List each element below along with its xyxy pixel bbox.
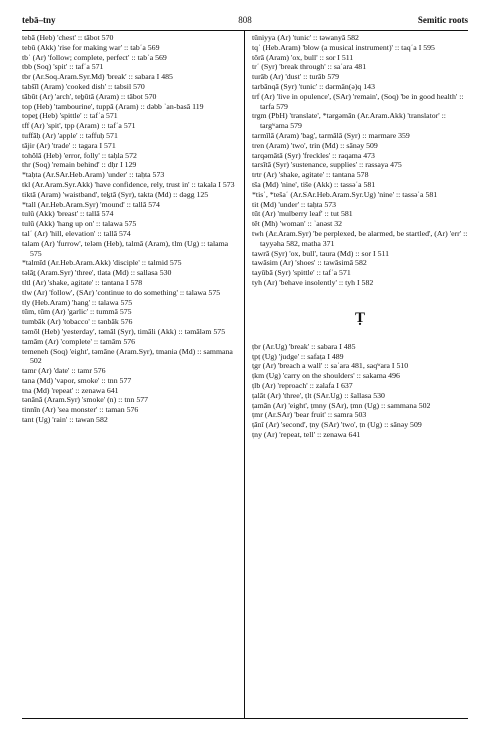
dictionary-entry: tyh (Ar) 'behave insolently' :: tyh I 582 bbox=[252, 277, 374, 287]
dictionary-entry: tawrā (Syr) 'ox, bull', taura (Md) :: sor I 511 bbox=[252, 248, 389, 258]
dictionary-entry: tbr (Ar.Soq.Aram.Syr.Md) 'break' :: sabara I 485 bbox=[22, 72, 173, 82]
dictionary-entry: trgm (PbH) 'translate', *targəmān (Ar.Aram.Akk) 'translator' :: targʷama 579 bbox=[252, 111, 448, 131]
dictionary-entry: tlw (Ar) 'follow', (SAr) 'continue to do something' :: talawa 575 bbox=[22, 287, 221, 297]
dictionary-entry: ṭny (Ar) 'repeat, tell' :: zenawa 641 bbox=[252, 429, 361, 439]
dictionary-entry: *taḥta (Ar.SAr.Heb.Aram) 'under' :: taḥta 573 bbox=[22, 170, 165, 180]
dictionary-entry: tohŏlā (Heb) 'error, folly' :: taḥla 572 bbox=[22, 150, 137, 160]
dictionary-entry: tqʿ (Heb.Aram) 'blow (a musical instrument)' :: taqʿa I 595 bbox=[252, 42, 435, 52]
dictionary-entry: thr (Soq) 'remain behind' :: dḥr I 129 bbox=[22, 160, 137, 170]
dictionary-entry: talam (Ar) 'furrow', teləm (Heb), talmā (Aram), tlm (Ug) :: talama 575 bbox=[22, 238, 231, 258]
dictionary-entry: tōrā (Aram) 'ox, bull' :: sor I 511 bbox=[252, 52, 354, 62]
dictionary-entry: tša (Md) 'nine', tiše (Akk) :: tassəʿa 581 bbox=[252, 179, 376, 189]
dictionary-entry: tebā (Heb) 'chest' :: tābot 570 bbox=[22, 33, 114, 42]
dictionary-entry: tbʿ (Ar) 'follow; complete, perfect' :: tabʿa 569 bbox=[22, 52, 167, 62]
dictionary-entry: tly (Heb.Aram) 'hang' :: talawa 575 bbox=[22, 297, 133, 307]
left-column bbox=[22, 33, 236, 425]
dictionary-entry: ṭbr (Ar.Ug) 'break' :: sabara I 485 bbox=[252, 341, 356, 351]
dictionary-entry: tarmīlā (Aram) 'bag', tarmālā (Syr) :: marmare 359 bbox=[252, 130, 410, 140]
dictionary-entry: ṭmr (Ar.SAr) 'bear fruit' :: samra 503 bbox=[252, 410, 367, 420]
entry-list-after-section bbox=[252, 342, 468, 440]
dictionary-entry: ṭlb (Ar) 'reproach' :: zalafa I 637 bbox=[252, 380, 353, 390]
dictionary-entry: temeneh (Soq) 'eight', təmāne (Aram.Syr), tmania (Md) :: sammana 502 bbox=[22, 346, 235, 366]
section-letter-heading: Ṭ bbox=[354, 309, 365, 326]
dictionary-entry: tājir (Ar) 'trade' :: tagara I 571 bbox=[22, 140, 116, 150]
dictionary-entry: trʿ (Syr) 'break through' :: saʿara 481 bbox=[252, 62, 367, 72]
dictionary-entry: tēt (Mh) 'woman' :: ʾanəst 32 bbox=[252, 219, 343, 229]
dictionary-entry: tarsītā (Syr) 'sustenance, supplies' :: rassaya 475 bbox=[252, 160, 402, 170]
dictionary-entry: *tisʿ, *tešaʿ (Ar.SAr.Heb.Aram.Syr.Ug) 'nine' :: tassəʿa 581 bbox=[252, 189, 438, 199]
dictionary-entry: tarqəmātā (Syr) 'freckles' :: raqama 473 bbox=[252, 150, 375, 160]
dictionary-entry: tamr (Ar) 'date' :: tamr 576 bbox=[22, 366, 106, 376]
dictionary-entry: tulû (Akk) 'breast' :: tallā 574 bbox=[22, 209, 114, 219]
dictionary-entry: tana (Md) 'vapor, smoke' :: tnn 577 bbox=[22, 375, 132, 385]
dictionary-entry: tamām (Ar) 'complete' :: tamām 576 bbox=[22, 336, 136, 346]
dictionary-entry: tarbānqā (Syr) 'tunic' :: dərmān(ə)q 143 bbox=[252, 81, 375, 91]
dictionary-entry: tff (Ar) 'spit', tpp (Aram) :: tafʿa 571 bbox=[22, 121, 136, 131]
dictionary-entry: tkl (Ar.Aram.Syr.Akk) 'have confidence, rely, trust in' :: takala I 573 bbox=[22, 179, 235, 189]
dictionary-entry: tiktā (Aram) 'waistband', teḵtā (Syr), takta (Md) :: dəgg 125 bbox=[22, 189, 209, 199]
dictionary-entry: talʿ (Ar) 'hill, elevation' :: tallā 574 bbox=[22, 228, 131, 238]
page-number: 808 bbox=[238, 15, 252, 25]
dictionary-entry: təmōl (Heb) 'yesterday', təmāl (Syr), timāli (Akk) :: təmāləm 575 bbox=[22, 326, 226, 336]
dictionary-entry: tinnīn (Ar) 'sea monster' :: taman 576 bbox=[22, 405, 139, 415]
dictionary-entry: tənānā (Aram.Syr) 'smoke' (n) :: tnn 577 bbox=[22, 395, 149, 405]
dictionary-entry: trf (Ar) 'live in opulence', (SAr) 'remain', (Soq) 'be in good health' :: tarfa 579 bbox=[252, 91, 466, 111]
dictionary-entry: trtr (Ar) 'shake, agitate' :: tantana 578 bbox=[252, 170, 369, 180]
entry-list-before-section bbox=[252, 33, 468, 288]
dictionary-entry: *talmīd (Ar.Heb.Aram.Akk) 'disciple' :: talmid 575 bbox=[22, 258, 182, 268]
dictionary-entry: twh (Ar.Aram.Syr) 'be perplexed, be alarmed, be startled', (Ar) 'err' :: tayyəha 582, matha 371 bbox=[252, 228, 470, 248]
running-head-right: Semitic roots bbox=[417, 15, 468, 25]
dictionary-entry: tit (Md) 'under' :: taḥta 573 bbox=[252, 199, 337, 209]
dictionary-entry: topeṯ (Heb) 'spittle' :: tafʿa 571 bbox=[22, 111, 118, 121]
dictionary-entry: təlāṯ (Aram.Syr) 'three', tlata (Md) :: sallasa 530 bbox=[22, 268, 172, 278]
dictionary-entry: tayūbā (Syr) 'spittle' :: tafʿa 571 bbox=[252, 268, 351, 278]
right-column bbox=[252, 33, 468, 440]
dictionary-entry: tltl (Ar) 'shake, agitate' :: tantana I 578 bbox=[22, 277, 143, 287]
dictionary-entry: ṭpṭ (Ug) 'judge' :: safaṭa I 489 bbox=[252, 351, 344, 361]
dictionary-entry: tūm, tūm (Ar) 'garlic' :: tummā 575 bbox=[22, 307, 132, 317]
dictionary-entry: ṭkm (Ug) 'carry on the shoulders' :: sakama 496 bbox=[252, 371, 400, 381]
dictionary-entry: tūt (Ar) 'mulberry leaf' :: tut 581 bbox=[252, 209, 353, 219]
dictionary-entry: tuffāḥ (Ar) 'apple' :: təffuḥ 571 bbox=[22, 130, 118, 140]
dictionary-entry: tant (Ug) 'rain' :: tawan 582 bbox=[22, 415, 108, 425]
dictionary-entry: tren (Aram) 'two', trin (Md) :: sānəy 509 bbox=[252, 140, 378, 150]
dictionary-entry: top (Heb) 'tambourine', tuppā (Aram) :: dəbb ʾan-basā 119 bbox=[22, 101, 204, 111]
dictionary-entry: tawāsim (Ar) 'shoes' :: tawāsimā 582 bbox=[252, 258, 367, 268]
header-rule bbox=[22, 30, 468, 31]
dictionary-entry: ṭalāt (Ar) 'three', ṭlt (SAr.Ug) :: šallasa 530 bbox=[252, 390, 385, 400]
dictionary-entry: *tall (Ar.Heb.Aram.Syr) 'mound' :: tallā 574 bbox=[22, 199, 160, 209]
dictionary-entry: ṭānī (Ar) 'second', ṭny (SAr) 'two', ṭn (Ug) :: sānəy 509 bbox=[252, 420, 422, 430]
dictionary-entry: tebû (Akk) 'rise for making war' :: tabʿa 569 bbox=[22, 42, 160, 52]
column-divider bbox=[244, 31, 245, 718]
dictionary-entry: tulū (Akk) 'hang up on' :: talawa 575 bbox=[22, 219, 137, 229]
dictionary-entry: tna (Md) 'repeat' :: zenawa 641 bbox=[22, 385, 119, 395]
dictionary-entry: tbb (Soq) 'spit' :: tafʿa 571 bbox=[22, 62, 104, 72]
page-header bbox=[22, 15, 468, 29]
dictionary-entry: ṭgr (Ar) 'breach a wall' :: saʿara 481, saqʷara I 510 bbox=[252, 361, 409, 371]
dictionary-entry: ṭamān (Ar) 'eight', ṭmny (SAr), ṭmn (Ug) :: sammana 502 bbox=[252, 400, 431, 410]
dictionary-entry: tūniyya (Ar) 'tunic' :: təwanyā 582 bbox=[252, 33, 359, 42]
running-head-left: tebā–tny bbox=[22, 15, 56, 25]
footer-rule bbox=[22, 718, 468, 719]
dictionary-entry: tabšīl (Aram) 'cooked dish' :: tabsil 570 bbox=[22, 81, 145, 91]
dictionary-entry: turāb (Ar) 'dust' :: turāb 579 bbox=[252, 72, 340, 82]
dictionary-entry: tumbāk (Ar) 'tobacco' :: tənbāk 576 bbox=[22, 317, 133, 327]
dictionary-entry: tābūt (Ar) 'arch', teḇūtā (Aram) :: tābot 570 bbox=[22, 91, 157, 101]
